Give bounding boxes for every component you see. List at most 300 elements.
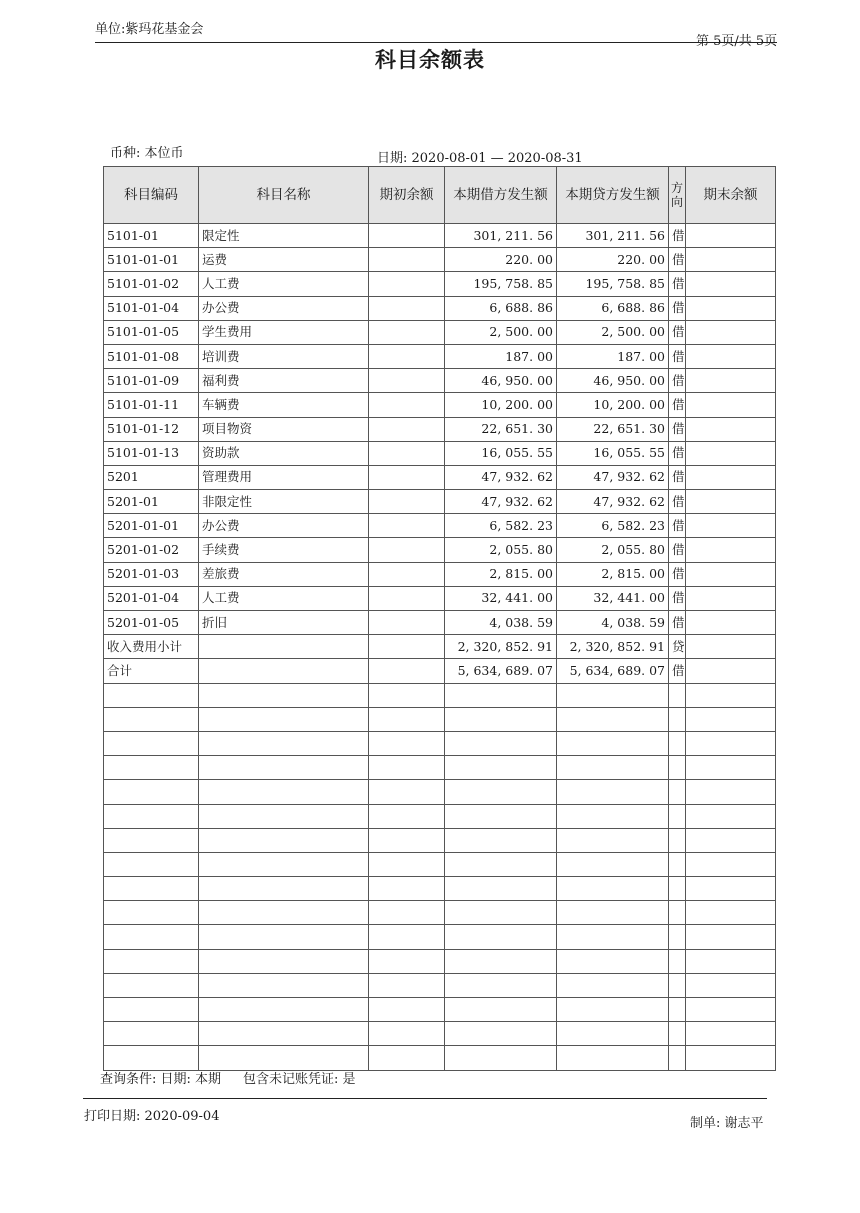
cell-credit <box>557 707 669 731</box>
cell-name: 福利费 <box>199 369 369 393</box>
cell-credit <box>557 998 669 1022</box>
cell-closing <box>686 949 776 973</box>
cell-direction <box>669 949 686 973</box>
prepared-by: 制单: 谢志平 <box>690 1116 764 1131</box>
cell-credit <box>557 877 669 901</box>
cell-direction: 借 <box>669 659 686 683</box>
cell-code <box>104 877 199 901</box>
cell-credit: 187. 00 <box>557 344 669 368</box>
cell-debit <box>445 780 557 804</box>
cell-debit <box>445 828 557 852</box>
cell-name: 车辆费 <box>199 393 369 417</box>
cell-code <box>104 901 199 925</box>
cell-debit: 2, 815. 00 <box>445 562 557 586</box>
cell-name: 办公费 <box>199 296 369 320</box>
cell-credit <box>557 852 669 876</box>
cell-name <box>199 804 369 828</box>
cell-code <box>104 804 199 828</box>
cell-opening <box>369 417 445 441</box>
cell-credit: 47, 932. 62 <box>557 465 669 489</box>
cell-credit: 10, 200. 00 <box>557 393 669 417</box>
cell-code <box>104 828 199 852</box>
cell-debit <box>445 1022 557 1046</box>
cell-name: 限定性 <box>199 224 369 248</box>
cell-direction <box>669 828 686 852</box>
cell-credit: 301, 211. 56 <box>557 224 669 248</box>
cell-opening <box>369 804 445 828</box>
cell-credit <box>557 683 669 707</box>
cell-opening <box>369 248 445 272</box>
cell-code <box>104 1046 199 1070</box>
cell-name <box>199 756 369 780</box>
cell-direction: 借 <box>669 272 686 296</box>
cell-debit: 6, 688. 86 <box>445 296 557 320</box>
cell-direction <box>669 1046 686 1070</box>
cell-debit: 47, 932. 62 <box>445 465 557 489</box>
cell-debit <box>445 804 557 828</box>
cell-name <box>199 731 369 755</box>
cell-debit: 16, 055. 55 <box>445 441 557 465</box>
cell-opening <box>369 731 445 755</box>
cell-direction <box>669 780 686 804</box>
table-row <box>104 490 776 514</box>
cell-opening <box>369 925 445 949</box>
cell-opening <box>369 659 445 683</box>
table-row <box>104 465 776 489</box>
cell-code: 5101-01-02 <box>104 272 199 296</box>
cell-closing <box>686 562 776 586</box>
cell-credit: 5, 634, 689. 07 <box>557 659 669 683</box>
col-header-debit: 本期借方发生额 <box>445 167 557 224</box>
cell-opening <box>369 369 445 393</box>
cell-opening <box>369 949 445 973</box>
table-row <box>104 611 776 635</box>
cell-name: 学生费用 <box>199 320 369 344</box>
cell-name: 办公费 <box>199 514 369 538</box>
table-row <box>104 417 776 441</box>
cell-direction: 借 <box>669 490 686 514</box>
table-row <box>104 949 776 973</box>
table-row <box>104 248 776 272</box>
cell-opening <box>369 901 445 925</box>
table-row <box>104 852 776 876</box>
cell-name: 培训费 <box>199 344 369 368</box>
table-body <box>104 224 776 1071</box>
cell-closing <box>686 272 776 296</box>
cell-credit <box>557 1046 669 1070</box>
cell-direction: 借 <box>669 586 686 610</box>
table-row <box>104 707 776 731</box>
cell-code <box>104 949 199 973</box>
cell-opening <box>369 1022 445 1046</box>
cell-name <box>199 973 369 997</box>
cell-direction <box>669 756 686 780</box>
cell-credit <box>557 949 669 973</box>
col-header-closing: 期末余额 <box>686 167 776 224</box>
cell-closing <box>686 344 776 368</box>
cell-code <box>104 998 199 1022</box>
cell-code: 5201-01 <box>104 490 199 514</box>
cell-direction: 借 <box>669 344 686 368</box>
cell-closing <box>686 586 776 610</box>
cell-code: 5101-01-12 <box>104 417 199 441</box>
table-row <box>104 562 776 586</box>
cell-name <box>199 780 369 804</box>
cell-name <box>199 901 369 925</box>
cell-code <box>104 707 199 731</box>
cell-credit: 220. 00 <box>557 248 669 272</box>
cell-closing <box>686 683 776 707</box>
table-row <box>104 659 776 683</box>
cell-credit: 2, 500. 00 <box>557 320 669 344</box>
cell-code: 5201 <box>104 465 199 489</box>
cell-code: 5201-01-04 <box>104 586 199 610</box>
page-number: 第 5页/共 5页 <box>696 34 778 49</box>
cell-credit <box>557 925 669 949</box>
cell-direction: 借 <box>669 514 686 538</box>
cell-direction: 借 <box>669 441 686 465</box>
cell-name: 差旅费 <box>199 562 369 586</box>
cell-credit <box>557 780 669 804</box>
cell-debit <box>445 901 557 925</box>
cell-closing <box>686 224 776 248</box>
table-row <box>104 877 776 901</box>
cell-closing <box>686 320 776 344</box>
cell-direction: 借 <box>669 296 686 320</box>
cell-debit: 4, 038. 59 <box>445 611 557 635</box>
cell-direction: 借 <box>669 465 686 489</box>
cell-debit: 2, 320, 852. 91 <box>445 635 557 659</box>
cell-name <box>199 998 369 1022</box>
cell-name <box>199 659 369 683</box>
cell-debit: 187. 00 <box>445 344 557 368</box>
cell-closing <box>686 780 776 804</box>
cell-code: 5201-01-01 <box>104 514 199 538</box>
cell-debit <box>445 731 557 755</box>
date-range: 日期: 2020-08-01 — 2020-08-31 <box>377 151 583 166</box>
cell-name: 人工费 <box>199 586 369 610</box>
cell-code <box>104 925 199 949</box>
cell-direction <box>669 683 686 707</box>
table-row <box>104 538 776 562</box>
cell-direction <box>669 925 686 949</box>
table-row <box>104 756 776 780</box>
cell-opening <box>369 852 445 876</box>
cell-debit: 10, 200. 00 <box>445 393 557 417</box>
cell-code: 合计 <box>104 659 199 683</box>
cell-debit: 46, 950. 00 <box>445 369 557 393</box>
cell-name <box>199 1046 369 1070</box>
cell-closing <box>686 659 776 683</box>
cell-code <box>104 973 199 997</box>
cell-direction: 借 <box>669 562 686 586</box>
cell-direction <box>669 804 686 828</box>
unit-label: 单位:紫玛花基金会 <box>95 22 204 37</box>
cell-opening <box>369 998 445 1022</box>
cell-closing <box>686 490 776 514</box>
cell-credit: 16, 055. 55 <box>557 441 669 465</box>
cell-debit: 32, 441. 00 <box>445 586 557 610</box>
cell-opening <box>369 562 445 586</box>
table-row <box>104 224 776 248</box>
cell-closing <box>686 925 776 949</box>
cell-name: 资助款 <box>199 441 369 465</box>
cell-code: 5201-01-02 <box>104 538 199 562</box>
cell-closing <box>686 707 776 731</box>
cell-code: 5101-01-13 <box>104 441 199 465</box>
cell-closing <box>686 852 776 876</box>
cell-opening <box>369 756 445 780</box>
table-row <box>104 780 776 804</box>
table-row <box>104 441 776 465</box>
cell-opening <box>369 272 445 296</box>
cell-closing <box>686 973 776 997</box>
cell-credit: 4, 038. 59 <box>557 611 669 635</box>
cell-closing <box>686 393 776 417</box>
cell-closing <box>686 998 776 1022</box>
cell-debit: 301, 211. 56 <box>445 224 557 248</box>
cell-name <box>199 1022 369 1046</box>
cell-debit: 22, 651. 30 <box>445 417 557 441</box>
cell-name <box>199 707 369 731</box>
table-row <box>104 586 776 610</box>
cell-debit: 220. 00 <box>445 248 557 272</box>
cell-opening <box>369 296 445 320</box>
cell-debit: 5, 634, 689. 07 <box>445 659 557 683</box>
cell-debit <box>445 707 557 731</box>
cell-code: 5101-01-04 <box>104 296 199 320</box>
cell-closing <box>686 877 776 901</box>
cell-credit: 47, 932. 62 <box>557 490 669 514</box>
cell-direction: 借 <box>669 393 686 417</box>
cell-direction <box>669 731 686 755</box>
cell-credit: 6, 582. 23 <box>557 514 669 538</box>
footer-rule <box>83 1098 767 1099</box>
cell-closing <box>686 756 776 780</box>
cell-credit <box>557 828 669 852</box>
cell-credit: 2, 320, 852. 91 <box>557 635 669 659</box>
cell-direction: 借 <box>669 538 686 562</box>
table-row <box>104 514 776 538</box>
cell-name <box>199 683 369 707</box>
query-unposted-condition: 包含未记账凭证: 是 <box>243 1072 356 1087</box>
cell-credit: 195, 758. 85 <box>557 272 669 296</box>
cell-credit <box>557 901 669 925</box>
cell-credit: 46, 950. 00 <box>557 369 669 393</box>
cell-closing <box>686 1022 776 1046</box>
cell-closing <box>686 369 776 393</box>
cell-opening <box>369 586 445 610</box>
cell-opening <box>369 514 445 538</box>
table-row <box>104 369 776 393</box>
cell-debit <box>445 852 557 876</box>
cell-debit <box>445 683 557 707</box>
cell-credit: 32, 441. 00 <box>557 586 669 610</box>
cell-closing <box>686 538 776 562</box>
cell-direction: 借 <box>669 417 686 441</box>
cell-direction <box>669 973 686 997</box>
cell-opening <box>369 611 445 635</box>
cell-opening <box>369 538 445 562</box>
cell-code <box>104 780 199 804</box>
cell-opening <box>369 973 445 997</box>
table-row <box>104 973 776 997</box>
cell-name: 管理费用 <box>199 465 369 489</box>
cell-name <box>199 828 369 852</box>
cell-credit <box>557 1022 669 1046</box>
table-row <box>104 998 776 1022</box>
cell-direction <box>669 707 686 731</box>
table-row <box>104 393 776 417</box>
table-row <box>104 320 776 344</box>
cell-opening <box>369 683 445 707</box>
cell-direction <box>669 852 686 876</box>
cell-debit: 6, 582. 23 <box>445 514 557 538</box>
cell-closing <box>686 248 776 272</box>
cell-code: 5101-01-09 <box>104 369 199 393</box>
cell-credit: 6, 688. 86 <box>557 296 669 320</box>
query-conditions <box>100 1068 356 1087</box>
cell-closing <box>686 1046 776 1070</box>
cell-debit <box>445 756 557 780</box>
cell-name <box>199 852 369 876</box>
cell-opening <box>369 490 445 514</box>
col-header-name: 科目名称 <box>199 167 369 224</box>
cell-name <box>199 925 369 949</box>
table-row <box>104 828 776 852</box>
cell-debit <box>445 1046 557 1070</box>
cell-code: 收入费用小计 <box>104 635 199 659</box>
cell-name: 运费 <box>199 248 369 272</box>
cell-direction <box>669 877 686 901</box>
print-date: 打印日期: 2020-09-04 <box>84 1109 220 1124</box>
cell-closing <box>686 804 776 828</box>
table-row <box>104 296 776 320</box>
col-header-opening: 期初余额 <box>369 167 445 224</box>
cell-direction: 借 <box>669 369 686 393</box>
cell-direction: 贷 <box>669 635 686 659</box>
cell-opening <box>369 1046 445 1070</box>
balance-table <box>103 166 776 1071</box>
col-header-direction: 方向 <box>669 167 686 224</box>
cell-debit <box>445 925 557 949</box>
cell-closing <box>686 417 776 441</box>
cell-code: 5101-01-08 <box>104 344 199 368</box>
cell-direction: 借 <box>669 248 686 272</box>
cell-closing <box>686 441 776 465</box>
col-header-credit: 本期贷方发生额 <box>557 167 669 224</box>
cell-credit <box>557 973 669 997</box>
currency-label: 币种: 本位币 <box>110 146 184 161</box>
cell-direction: 借 <box>669 611 686 635</box>
cell-debit: 2, 500. 00 <box>445 320 557 344</box>
cell-name: 折旧 <box>199 611 369 635</box>
cell-opening <box>369 441 445 465</box>
table-row <box>104 344 776 368</box>
cell-credit <box>557 731 669 755</box>
cell-name: 人工费 <box>199 272 369 296</box>
cell-closing <box>686 635 776 659</box>
cell-opening <box>369 635 445 659</box>
cell-opening <box>369 465 445 489</box>
cell-code <box>104 683 199 707</box>
cell-closing <box>686 901 776 925</box>
cell-name <box>199 635 369 659</box>
cell-direction: 借 <box>669 320 686 344</box>
cell-closing <box>686 731 776 755</box>
cell-debit: 2, 055. 80 <box>445 538 557 562</box>
table-row <box>104 731 776 755</box>
cell-debit <box>445 998 557 1022</box>
table-row <box>104 683 776 707</box>
cell-credit: 2, 055. 80 <box>557 538 669 562</box>
cell-direction <box>669 998 686 1022</box>
cell-code: 5101-01-11 <box>104 393 199 417</box>
cell-credit <box>557 756 669 780</box>
cell-opening <box>369 828 445 852</box>
cell-opening <box>369 344 445 368</box>
cell-code: 5101-01-01 <box>104 248 199 272</box>
table-row <box>104 635 776 659</box>
cell-direction <box>669 1022 686 1046</box>
cell-closing <box>686 828 776 852</box>
cell-credit: 2, 815. 00 <box>557 562 669 586</box>
cell-opening <box>369 320 445 344</box>
cell-debit: 47, 932. 62 <box>445 490 557 514</box>
cell-code <box>104 756 199 780</box>
header-rule <box>95 42 777 43</box>
cell-opening <box>369 224 445 248</box>
cell-closing <box>686 611 776 635</box>
cell-code: 5101-01 <box>104 224 199 248</box>
cell-code: 5201-01-03 <box>104 562 199 586</box>
cell-direction: 借 <box>669 224 686 248</box>
cell-code: 5201-01-05 <box>104 611 199 635</box>
cell-code <box>104 731 199 755</box>
cell-opening <box>369 393 445 417</box>
cell-name: 手续费 <box>199 538 369 562</box>
cell-closing <box>686 465 776 489</box>
cell-closing <box>686 514 776 538</box>
cell-code <box>104 852 199 876</box>
cell-opening <box>369 780 445 804</box>
cell-opening <box>369 877 445 901</box>
cell-credit: 22, 651. 30 <box>557 417 669 441</box>
table-row <box>104 1022 776 1046</box>
cell-debit: 195, 758. 85 <box>445 272 557 296</box>
report-title: 科目余额表 <box>375 48 485 72</box>
cell-debit <box>445 973 557 997</box>
table-header-row <box>104 167 776 224</box>
col-header-code: 科目编码 <box>104 167 199 224</box>
cell-credit <box>557 804 669 828</box>
cell-name <box>199 877 369 901</box>
cell-code: 5101-01-05 <box>104 320 199 344</box>
table-row <box>104 925 776 949</box>
cell-debit <box>445 877 557 901</box>
table-row <box>104 272 776 296</box>
cell-name <box>199 949 369 973</box>
table-row <box>104 804 776 828</box>
cell-closing <box>686 296 776 320</box>
cell-opening <box>369 707 445 731</box>
cell-debit <box>445 949 557 973</box>
table-row <box>104 901 776 925</box>
query-date-condition: 查询条件: 日期: 本期 <box>100 1072 222 1087</box>
table-row <box>104 1046 776 1070</box>
cell-name: 项目物资 <box>199 417 369 441</box>
cell-direction <box>669 901 686 925</box>
